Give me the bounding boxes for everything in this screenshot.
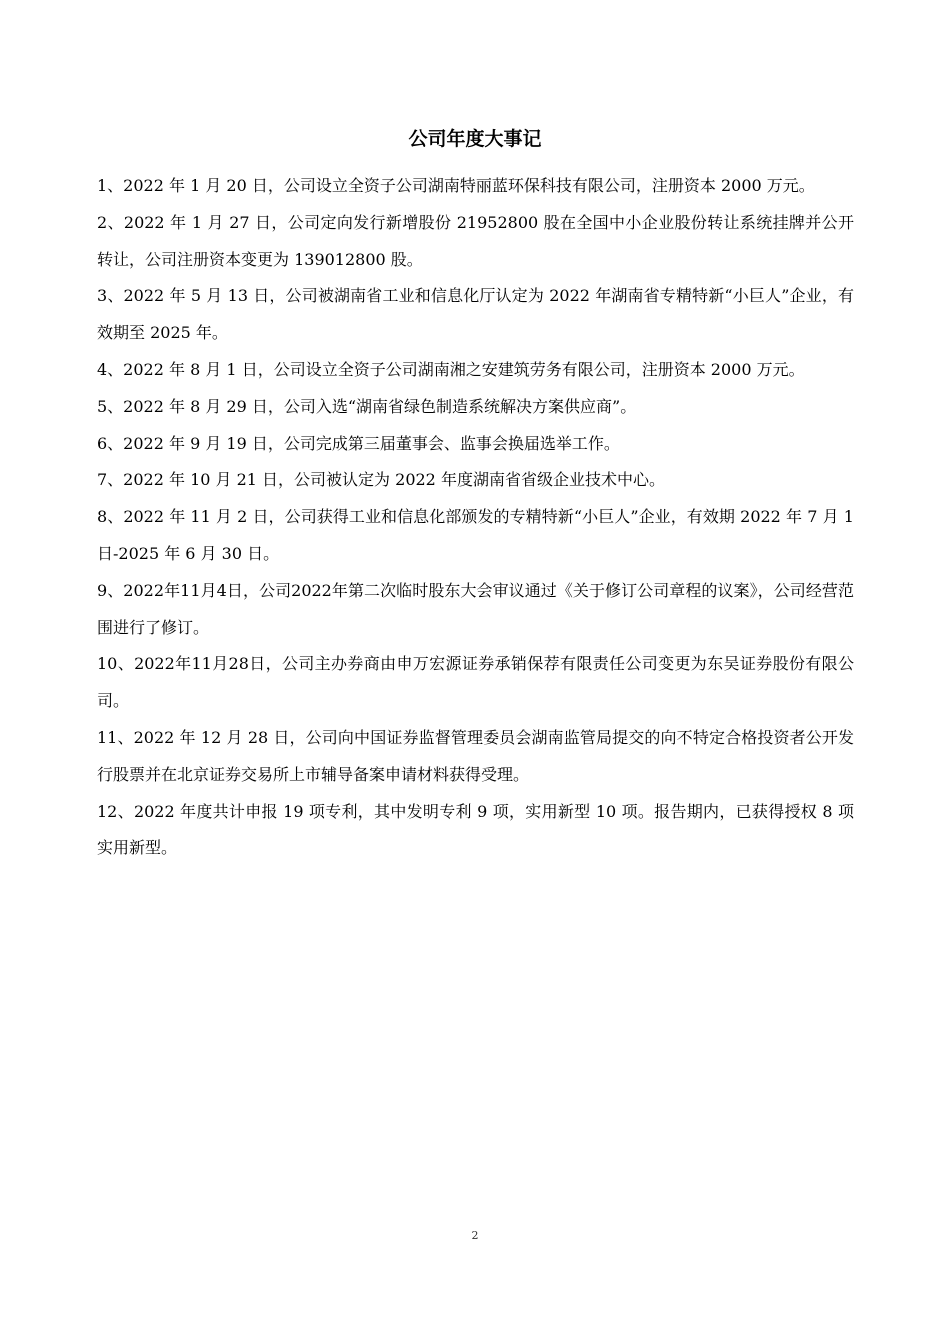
event-item: 10、2022年11月28日，公司主办券商由申万宏源证券承销保荐有限责任公司变更为东吴证券股份有限公司。 [97, 654, 854, 711]
event-item: 8、2022 年 11 月 2 日，公司获得工业和信息化部颁发的专精特新“小巨人”企业，有效期 2022 年 7 月 1 日-2025 年 6 月 30 日。 [97, 507, 854, 563]
page-title: 公司年度大事记 [408, 128, 542, 150]
event-item: 9、2022年11月4日，公司2022年第二次临时股东大会审议通过《关于修订公司章程的议案》，公司经营范围进行了修订。 [97, 580, 854, 637]
events-list [97, 168, 854, 867]
event-item: 4、2022 年 8 月 1 日，公司设立全资子公司湖南湘之安建筑劳务有限公司，注册资本 2000 万元。 [97, 359, 805, 379]
event-item: 6、2022 年 9 月 19 日，公司完成第三届董事会、监事会换届选举工作。 [97, 433, 620, 453]
event-item: 11、2022 年 12 月 28 日，公司向中国证券监督管理委员会湖南监管局提交的向不特定合格投资者公开发行股票并在北京证券交易所上市辅导备案申请材料获得受理。 [97, 727, 854, 784]
event-item: 2、2022 年 1 月 27 日，公司定向发行新增股份 21952800 股在全国中小企业股份转让系统挂牌并公开转让，公司注册资本变更为 139012800 股。 [97, 212, 854, 269]
event-item: 3、2022 年 5 月 13 日，公司被湖南省工业和信息化厅认定为 2022 年湖南省专精特新“小巨人”企业，有效期至 2025 年。 [97, 286, 854, 343]
event-item: 5、2022 年 8 月 29 日，公司入选“湖南省绿色制造系统解决方案供应商”。 [97, 396, 637, 416]
event-item: 12、2022 年度共计申报 19 项专利，其中发明专利 9 项，实用新型 10 项。报告期内，已获得授权 8 项实用新型。 [97, 801, 854, 858]
page-number: 2 [471, 1229, 479, 1242]
event-item: 1、2022 年 1 月 20 日，公司设立全资子公司湖南特丽蓝环保科技有限公司，注册资本 2000 万元。 [97, 176, 815, 195]
event-item: 7、2022 年 10 月 21 日，公司被认定为 2022 年度湖南省省级企业技术中心。 [97, 470, 665, 490]
